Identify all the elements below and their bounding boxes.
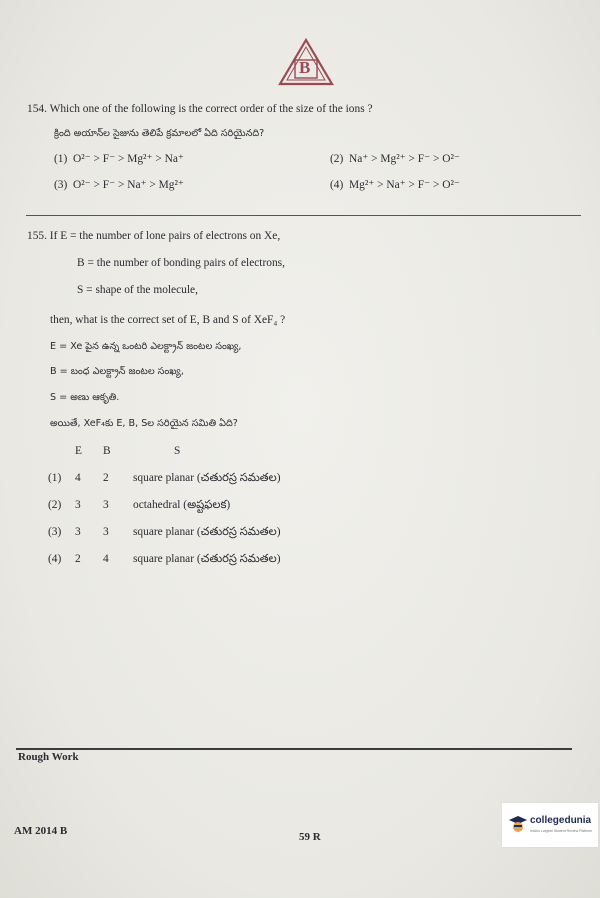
q155-number: 155. (27, 230, 47, 242)
option-number: (1) (48, 472, 62, 484)
page-number: 59 R (299, 831, 321, 843)
question-divider (26, 215, 581, 216)
column-header-e: E (75, 445, 82, 457)
column-header-s: S (174, 445, 181, 457)
option-text: O²⁻ > F⁻ > Mg²⁺ > Na⁺ (73, 153, 184, 165)
option-text: Na⁺ > Mg²⁺ > F⁻ > O²⁻ (349, 153, 460, 165)
option-b: 3 (103, 499, 109, 511)
q155-line-3: S = shape of the molecule, (77, 284, 198, 296)
q155-line-2: B = the number of bonding pairs of electrons, (77, 257, 285, 269)
brand-name: collegedunia (530, 815, 592, 826)
option-e: 4 (75, 472, 81, 484)
q154-option-3 (54, 178, 184, 192)
q155-text: If E = the number of lone pairs of electrons on Xe, (49, 230, 281, 242)
option-b: 4 (103, 553, 109, 565)
option-number: (3) (54, 179, 68, 191)
option-b: 3 (103, 526, 109, 538)
exam-code: AM 2014 B (14, 825, 68, 837)
option-s: octahedral (అష్టఫలక) (133, 499, 231, 511)
option-number: (4) (48, 553, 62, 565)
q155-te-1: E = Xe పైన ఉన్న ఒంటరి ఎలక్ట్రాన్ జంటల సంఖ్య, (50, 341, 242, 352)
option-s: square planar (చతురస్ర సమతల) (133, 553, 281, 565)
option-number: (2) (330, 153, 344, 165)
collegedunia-watermark (502, 803, 598, 847)
q155-line-4: then, what is the correct set of E, B and S of XeF₄ ? (50, 314, 286, 326)
q154-text-en: Which one of the following is the correct order of the size of the ions ? (49, 103, 373, 115)
q154-option-4 (330, 178, 460, 192)
q154-number: 154. (27, 103, 47, 115)
brand-tagline: India's Largest Student Review Platform (530, 829, 593, 833)
option-text: Mg²⁺ > Na⁺ > F⁻ > O²⁻ (349, 179, 460, 191)
option-s: square planar (చతురస్ర సమతల) (133, 472, 281, 484)
q155-te-4: అయితే, XeF₄కు E, B, Sల సరియైన సమితి ఏది? (50, 418, 238, 429)
graduate-logo-icon (508, 814, 528, 834)
rough-work-label: Rough Work (18, 751, 79, 763)
option-b: 2 (103, 472, 109, 484)
option-text: O²⁻ > F⁻ > Na⁺ > Mg²⁺ (73, 179, 184, 191)
option-s: square planar (చతురస్ర సమతల) (133, 526, 281, 538)
q155-line-1 (27, 229, 280, 243)
q154-text-te: క్రింది అయాన్‌ల సైజును తెలిపే క్రమాలలో ఏది సరియైనది? (54, 128, 265, 139)
q154-option-1 (54, 152, 184, 166)
option-number: (4) (330, 179, 344, 191)
option-e: 3 (75, 499, 81, 511)
set-letter: B (299, 58, 311, 77)
rough-work-divider (16, 748, 572, 750)
option-number: (1) (54, 153, 68, 165)
option-e: 3 (75, 526, 81, 538)
option-e: 2 (75, 553, 81, 565)
q155-te-3: S = అణు ఆకృతి. (50, 392, 120, 403)
option-number: (2) (48, 499, 62, 511)
q154-question (27, 102, 373, 116)
option-number: (3) (48, 526, 62, 538)
q155-te-2: B = బంధ ఎలక్ట్రాన్ జంటల సంఖ్య, (50, 366, 184, 377)
q154-option-2 (330, 152, 460, 166)
column-header-b: B (103, 445, 111, 457)
